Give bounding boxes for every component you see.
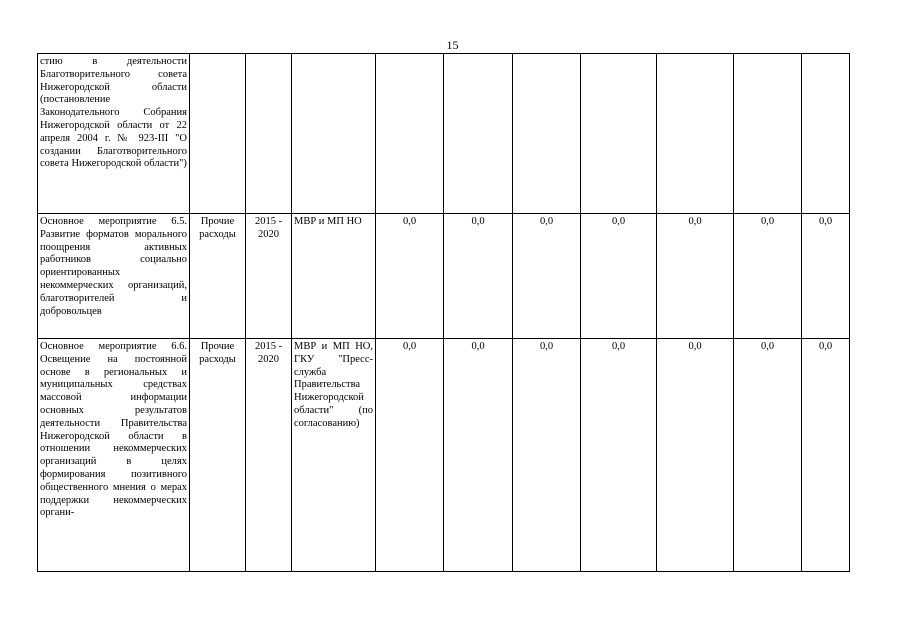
activity-description: Основное мероприятие 6.6. Освещение на постоянной основе в региональных и муниципальных средствах массовой информации основных результатов деятельности Правительства Нижегородской области в отношении некоммерческих организаций в целях формирования позитивного общественного мнения о мерах поддержки некоммерческих органи- (40, 341, 187, 519)
period: 2015 - 2020 (254, 216, 283, 240)
period-cell (246, 54, 292, 214)
value-cell (802, 54, 850, 214)
value-cell: 0,0 (802, 339, 850, 572)
value-cell (734, 54, 802, 214)
activity-description: стию в деятельности Благотворительного совета Нижегородской области (постановление Законодательного Собрания Нижегородской области от 22 апреля 2004 г. № 923-III "О создании Благотворительного совета Нижегородской области") (40, 56, 187, 170)
value-cell (657, 54, 734, 214)
value-cell: 0,0 (734, 214, 802, 339)
period: 2015 - 2020 (254, 341, 283, 365)
value-cell: 0,0 (581, 214, 657, 339)
executor: МВР и МП НО, ГКУ "Пресс-служба Правительства Нижегородской области" (по согласованию) (294, 341, 373, 429)
value-cell: 0,0 (513, 339, 581, 572)
value-cell: 0,0 (581, 339, 657, 572)
executor-cell (292, 54, 376, 214)
period-cell (246, 339, 292, 572)
activity-description: Основное мероприятие 6.5. Развитие форматов морального поощрения активных работников социально ориентированных некоммерческих организаций, благотворителей и добровольцев (40, 216, 187, 317)
value-cell: 0,0 (802, 214, 850, 339)
activity-description-cell (38, 339, 190, 572)
expense-type: Прочие расходы (199, 216, 236, 240)
value-cell: 0,0 (513, 214, 581, 339)
table-row (38, 214, 850, 339)
period-cell (246, 214, 292, 339)
expense-type-cell (190, 214, 246, 339)
value-cell: 0,0 (657, 339, 734, 572)
activity-description-cell (38, 54, 190, 214)
table-row (38, 339, 850, 572)
executor-cell (292, 339, 376, 572)
value-cell: 0,0 (376, 339, 444, 572)
page-number: 15 (446, 38, 459, 52)
expense-type: Прочие расходы (199, 341, 236, 365)
value-cell: 0,0 (444, 214, 513, 339)
value-cell (581, 54, 657, 214)
value-cell: 0,0 (376, 214, 444, 339)
program-activities-table (37, 53, 850, 572)
value-cell (513, 54, 581, 214)
value-cell: 0,0 (657, 214, 734, 339)
value-cell (376, 54, 444, 214)
table-row (38, 54, 850, 214)
value-cell: 0,0 (444, 339, 513, 572)
activity-description-cell (38, 214, 190, 339)
value-cell (444, 54, 513, 214)
executor: МВР и МП НО (294, 216, 362, 227)
value-cell: 0,0 (734, 339, 802, 572)
expense-type-cell (190, 54, 246, 214)
expense-type-cell (190, 339, 246, 572)
executor-cell (292, 214, 376, 339)
